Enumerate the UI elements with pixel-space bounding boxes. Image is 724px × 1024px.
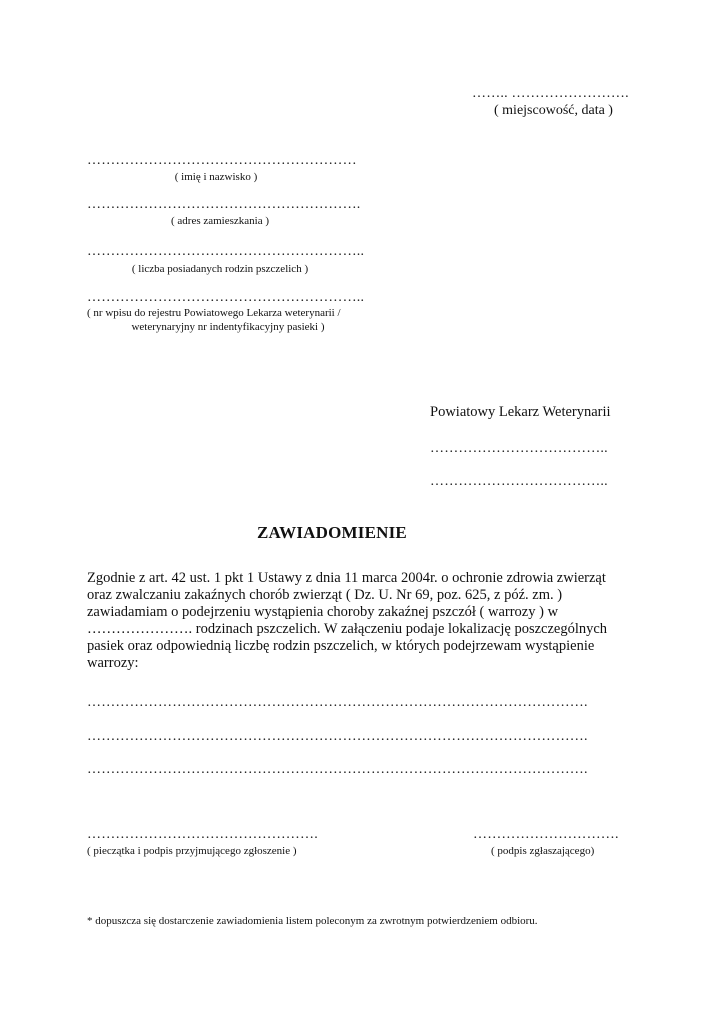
register-label-line2: weterynaryjny nr indentyfikacyjny pasieki ) bbox=[131, 321, 325, 333]
body-line: …………………. rodzinach pszczelich. W załączeniu podaje lokalizację poszczególnych bbox=[87, 621, 608, 637]
reporter-signature-label: ( podpis zgłaszającego) bbox=[491, 845, 595, 857]
footnote: * dopuszcza się dostarczenie zawiadomienia listem poleconym za zwrotnym potwierdzeniem odbioru. bbox=[87, 915, 538, 927]
address-label: ( adres zamieszkania ) bbox=[170, 215, 270, 227]
colonies-dots: ………………………………………………….. bbox=[87, 244, 365, 259]
body-line: pasiek oraz odpowiednią liczbę rodzin pszczelich, w których podejrzewam wystąpienie bbox=[87, 638, 595, 654]
place-date-dots: …….. ……………………. bbox=[472, 86, 629, 101]
receiver-signature-dots: …………………………………………. bbox=[87, 827, 318, 842]
register-dots: ………………………………………………….. bbox=[87, 290, 365, 305]
body-line: oraz zwalczaniu zakaźnych chorób zwierząt ( Dz. U. Nr 69, poz. 625, z póź. zm. ) bbox=[87, 587, 563, 603]
recipient-line2-dots: ……………………………….. bbox=[430, 474, 608, 489]
colonies-label: ( liczba posiadanych rodzin pszczelich ) bbox=[131, 263, 309, 275]
name-dots: ………………………………………………… bbox=[87, 153, 357, 168]
fill-line: ……………………………………………………………………………………………. bbox=[87, 729, 588, 744]
recipient-title: Powiatowy Lekarz Weterynarii bbox=[430, 404, 611, 420]
fill-line: ……………………………………………………………………………………………. bbox=[87, 695, 588, 710]
recipient-line1-dots: ……………………………….. bbox=[430, 441, 608, 456]
reporter-signature-dots: …………………………. bbox=[473, 827, 619, 842]
receiver-signature-label: ( pieczątka i podpis przyjmującego zgłoszenie ) bbox=[87, 845, 297, 857]
address-dots: …………………………………………………. bbox=[87, 197, 361, 212]
place-date-label: ( miejscowość, data ) bbox=[494, 103, 613, 118]
fill-line: ……………………………………………………………………………………………. bbox=[87, 762, 588, 777]
document-body bbox=[87, 570, 647, 672]
register-label-line1: ( nr wpisu do rejestru Powiatowego Lekarza weterynarii / bbox=[87, 307, 341, 319]
document-heading: ZAWIADOMIENIE bbox=[257, 523, 407, 542]
body-line: warrozy: bbox=[87, 655, 139, 671]
name-label: ( imię i nazwisko ) bbox=[174, 171, 258, 183]
body-line: zawiadamiam o podejrzeniu wystąpienia choroby zakaźnej pszczół ( warrozy ) w bbox=[87, 604, 559, 620]
body-line: Zgodnie z art. 42 ust. 1 pkt 1 Ustawy z dnia 11 marca 2004r. o ochronie zdrowia zwierząt bbox=[87, 570, 606, 586]
